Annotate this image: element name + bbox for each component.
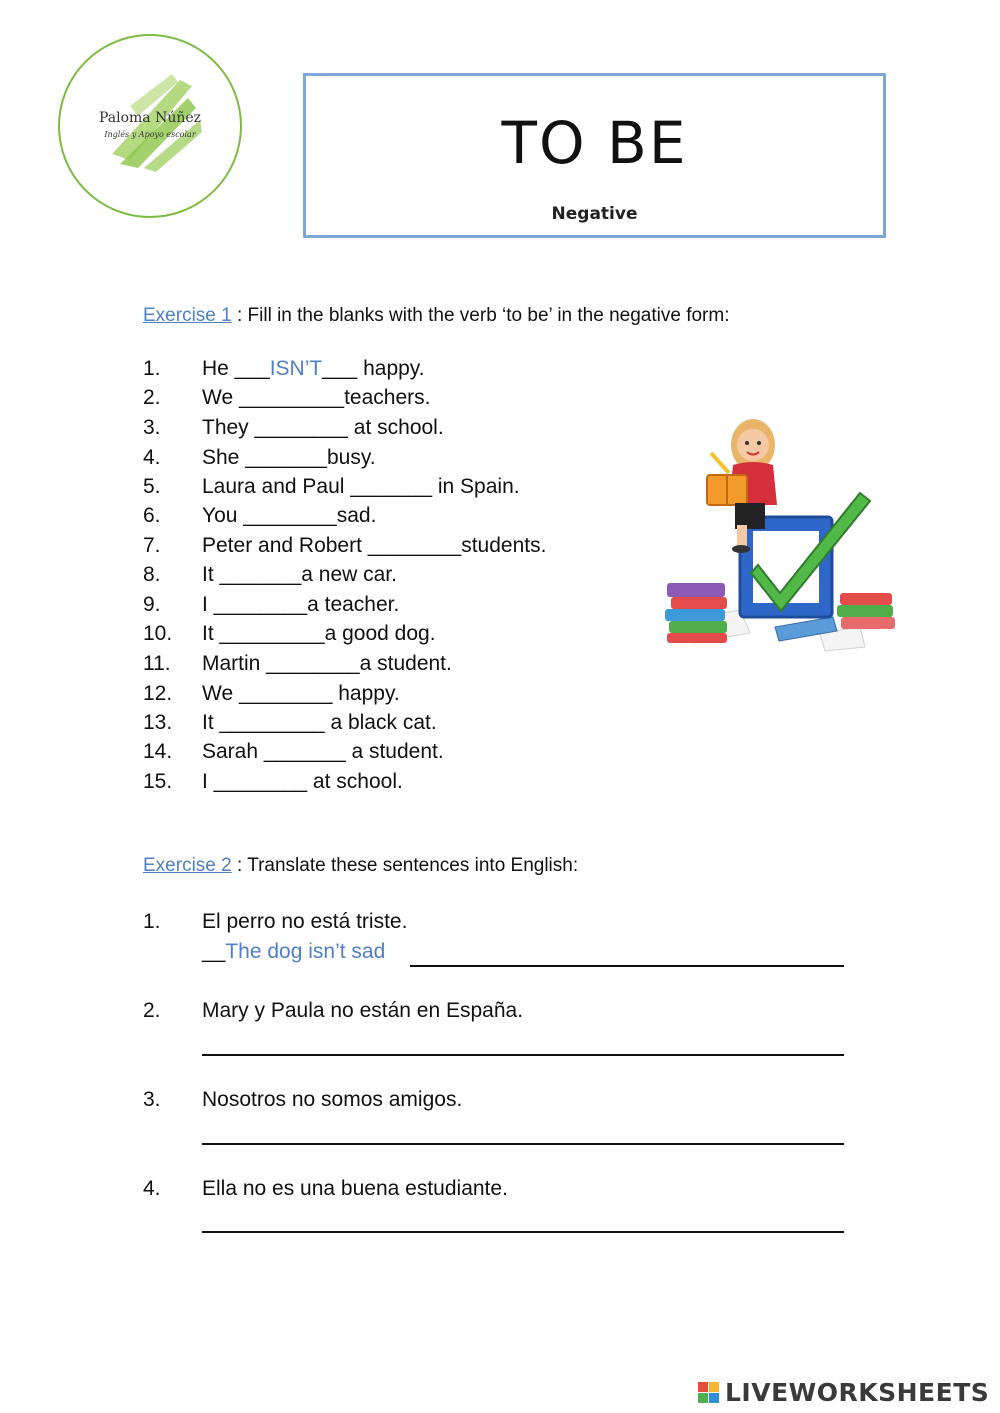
exercise-1-label: Exercise 1 [143, 305, 232, 326]
exercise-1-instruction: : Fill in the blanks with the verb ‘to be’ in the negative form: [231, 305, 730, 326]
footer-brand: LIVEWORKSHEETS [725, 1378, 990, 1407]
item-number: 1. [143, 357, 161, 380]
item-number: 12. [143, 682, 173, 705]
exercise-2-label: Exercise 2 [143, 855, 232, 876]
item-number: 9. [143, 593, 161, 616]
item-number: 15. [143, 770, 173, 793]
answer-line[interactable] [410, 965, 844, 967]
icon-square-e [709, 1393, 719, 1403]
title-box [303, 73, 886, 238]
item-sentence: El perro no está triste. [202, 910, 408, 933]
item-sentence[interactable]: Peter and Robert ________students. [202, 534, 547, 557]
item-sentence[interactable]: You ________sad. [202, 504, 377, 527]
item-sentence: Ella no es una buena estudiante. [202, 1177, 508, 1200]
exercise-2-heading [143, 855, 578, 877]
item-number: 8. [143, 563, 161, 586]
answer-prefix: __ [202, 940, 226, 963]
icon-square-i [709, 1382, 719, 1392]
item-number: 2. [143, 999, 161, 1022]
item-sentence[interactable]: We ________ happy. [202, 682, 400, 705]
item-number: 6. [143, 504, 161, 527]
answer-line[interactable] [202, 1231, 844, 1233]
item-sentence[interactable]: Martin ________a student. [202, 652, 452, 675]
item-number: 4. [143, 1177, 161, 1200]
item-number: 3. [143, 416, 161, 439]
item-number: 13. [143, 711, 173, 734]
item-sentence: Mary y Paula no están en España. [202, 999, 524, 1022]
brush-stroke-graphic [60, 36, 240, 216]
item-sentence[interactable]: She _______busy. [202, 446, 376, 469]
logo-badge [58, 34, 242, 218]
item-sentence [202, 357, 425, 381]
page-subtitle: Negative [551, 204, 638, 224]
item-sentence[interactable]: It _________ a black cat. [202, 711, 437, 734]
page-title: TO BE [501, 109, 688, 177]
logo-subtitle: Inglés y Apoyo escolar [104, 130, 196, 139]
sentence-start: He ___ [202, 357, 270, 380]
exercise-2-instruction: : Translate these sentences into English: [231, 855, 579, 876]
item-number: 4. [143, 446, 161, 469]
item-number: 10. [143, 622, 173, 645]
icon-square-v [698, 1393, 708, 1403]
icon-square-l [698, 1382, 708, 1392]
item-sentence[interactable]: It _________a good dog. [202, 622, 436, 645]
exercise-1-heading [143, 305, 729, 327]
answer-input[interactable]: ISN’T [269, 357, 323, 380]
answer-line[interactable] [202, 1054, 844, 1056]
item-sentence[interactable]: Laura and Paul _______ in Spain. [202, 475, 520, 498]
item-sentence[interactable]: We _________teachers. [202, 386, 431, 409]
item-number: 7. [143, 534, 161, 557]
liveworksheets-icon [698, 1382, 720, 1404]
item-number: 11. [143, 652, 171, 675]
teacher-checkmark-illustration [655, 405, 910, 660]
answer-line[interactable] [202, 1143, 844, 1145]
item-sentence[interactable]: I ________a teacher. [202, 593, 400, 616]
item-sentence[interactable]: Sarah _______ a student. [202, 740, 444, 763]
item-sentence[interactable]: They ________ at school. [202, 416, 444, 439]
item-sentence: Nosotros no somos amigos. [202, 1088, 463, 1111]
item-number: 1. [143, 910, 161, 933]
sentence-end: ___ happy. [322, 357, 425, 380]
item-number: 3. [143, 1088, 161, 1111]
item-sentence[interactable]: I ________ at school. [202, 770, 403, 793]
translation-answer-row [202, 940, 385, 964]
translation-answer[interactable]: The dog isn’t sad [225, 940, 386, 963]
logo-name: Paloma Núñez [98, 110, 202, 126]
item-number: 14. [143, 740, 173, 763]
item-number: 2. [143, 386, 161, 409]
item-sentence[interactable]: It _______a new car. [202, 563, 397, 586]
item-number: 5. [143, 475, 161, 498]
